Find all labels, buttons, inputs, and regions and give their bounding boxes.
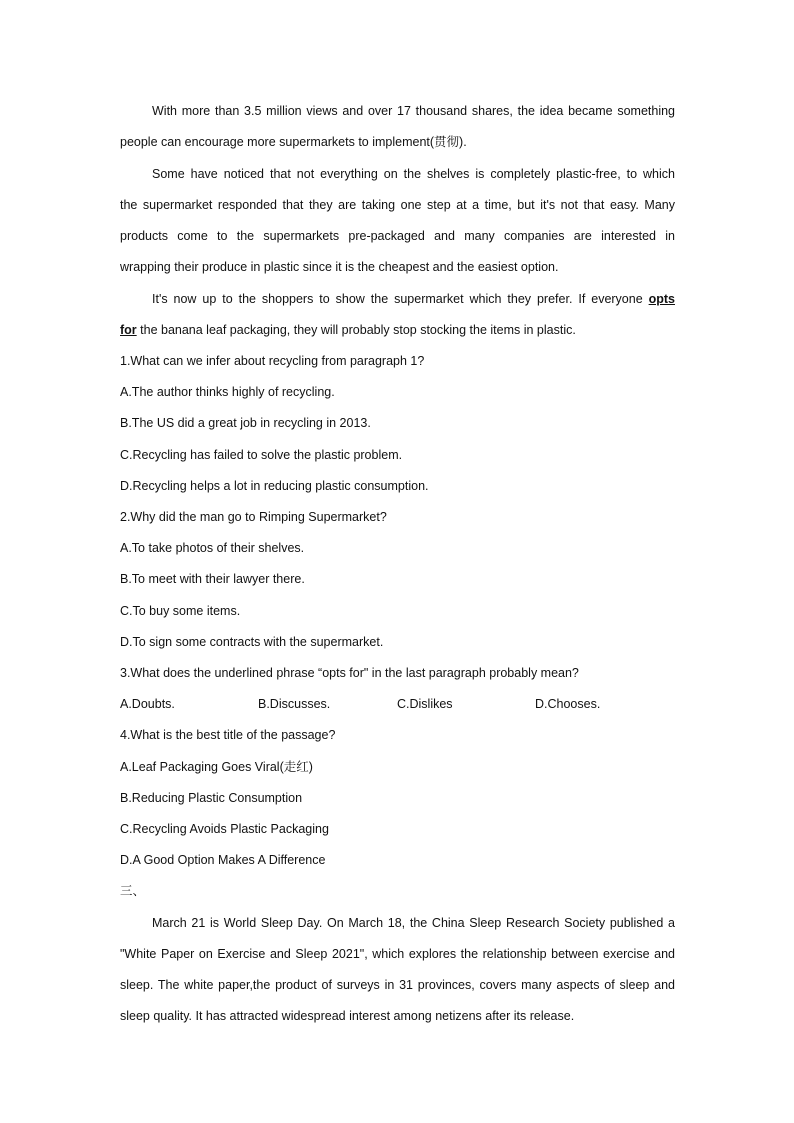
passage-p2-line1: Some have noticed that not everything on the shelves is completely plastic-free, to which bbox=[152, 167, 675, 181]
passage-p3-text-a: It's now up to the shoppers to show the supermarket which they prefer. If everyone bbox=[152, 292, 649, 306]
question-1-option-a: A.The author thinks highly of recycling. bbox=[120, 385, 335, 399]
question-2-option-c: C.To buy some items. bbox=[120, 604, 241, 618]
passage-p3-line2 bbox=[120, 320, 675, 340]
question-4-option-d: D.A Good Option Makes A Difference bbox=[120, 853, 326, 867]
question-3-option-c: C.Dislikes bbox=[397, 697, 453, 711]
question-2-option-d: D.To sign some contracts with the supermarket. bbox=[120, 635, 384, 649]
passage-p3-text-b: the banana leaf packaging, they will probably stop stocking the items in plastic. bbox=[136, 323, 576, 337]
question-1-option-b: B.The US did a great job in recycling in 2013. bbox=[120, 416, 371, 430]
section-three-p1-line2: "White Paper on Exercise and Sleep 2021", which explores the relationship between exercise and bbox=[120, 947, 675, 961]
question-1-option-c: C.Recycling has failed to solve the plastic problem. bbox=[120, 448, 403, 462]
underlined-for: for bbox=[120, 323, 137, 337]
passage-p2-line3: products come to the supermarkets pre-packaged and many companies are interested in bbox=[120, 229, 675, 243]
question-1-option-d: D.Recycling helps a lot in reducing plastic consumption. bbox=[120, 479, 429, 493]
question-2-option-b: B.To meet with their lawyer there. bbox=[120, 572, 305, 586]
section-three-heading: 三、 bbox=[120, 884, 146, 898]
passage-p3-line1 bbox=[120, 289, 675, 309]
section-three-p1-line3: sleep. The white paper,the product of surveys in 31 provinces, covers many aspects of sleep and bbox=[120, 978, 675, 992]
question-4-stem: 4.What is the best title of the passage? bbox=[120, 728, 336, 742]
passage-p1-line2: people can encourage more supermarkets to implement(贯彻). bbox=[120, 135, 467, 149]
question-3-option-a: A.Doubts. bbox=[120, 697, 175, 711]
question-3-stem: 3.What does the underlined phrase “opts for" in the last paragraph probably mean? bbox=[120, 666, 579, 680]
question-4-option-b: B.Reducing Plastic Consumption bbox=[120, 791, 303, 805]
section-three-p1-line4: sleep quality. It has attracted widespread interest among netizens after its release. bbox=[120, 1009, 575, 1023]
question-3-options-row bbox=[120, 694, 675, 714]
question-3-option-d: D.Chooses. bbox=[535, 697, 601, 711]
underlined-opts: opts bbox=[648, 292, 675, 306]
passage-p2-line4: wrapping their produce in plastic since it is the cheapest and the easiest option. bbox=[120, 260, 559, 274]
question-1-stem: 1.What can we infer about recycling from paragraph 1? bbox=[120, 354, 425, 368]
question-3-option-b: B.Discusses. bbox=[258, 697, 331, 711]
section-three-p1-line1: March 21 is World Sleep Day. On March 18, the China Sleep Research Society published a bbox=[152, 916, 675, 930]
question-2-stem: 2.Why did the man go to Rimping Supermarket? bbox=[120, 510, 387, 524]
passage-p1-line1: With more than 3.5 million views and over 17 thousand shares, the idea became something bbox=[152, 104, 675, 118]
question-4-option-a: A.Leaf Packaging Goes Viral(走红) bbox=[120, 760, 313, 774]
passage-p2-line2: the supermarket responded that they are taking one step at a time, but it's not that easy. Many bbox=[120, 198, 675, 212]
question-4-option-c: C.Recycling Avoids Plastic Packaging bbox=[120, 822, 329, 836]
question-2-option-a: A.To take photos of their shelves. bbox=[120, 541, 305, 555]
